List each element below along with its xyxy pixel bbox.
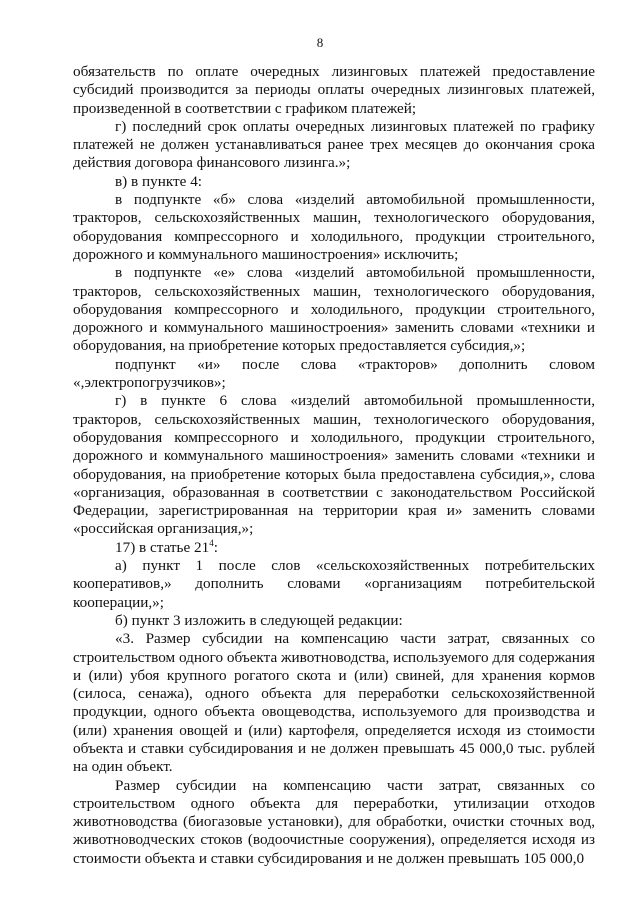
document-body xyxy=(73,63,595,868)
paragraph-text: 17) в статье 21 xyxy=(115,538,210,556)
superscript: 4 xyxy=(209,537,214,548)
paragraph: в подпункте «е» слова «изделий автомобильной промышленности, тракторов, сельскохозяйственных машин, технологического оборудования, оборудования компрессорного и холодильного, продукции строительного, дорожного и коммунального машиностроения» заменить словами «техники и оборудования, на приобретение которых предоставляется субсидия,»; xyxy=(73,264,595,355)
paragraph: г) в пункте 6 слова «изделий автомобильной промышленности, тракторов, сельскохозяйственных машин, технологического оборудования, оборудования компрессорного и холодильного, продукции строительного, дорожного и коммунального машиностроения» заменить словами «техники и оборудования, на приобретение которых была предоставлена субсидия,», слова «организация, образованная в соответствии с законодательством Российской Федерации, зарегистрированная на территории края и» заменить словами «российская организация,»; xyxy=(73,392,595,538)
page-number: 8 xyxy=(316,35,324,50)
paragraph-article-heading xyxy=(73,539,595,557)
paragraph: а) пункт 1 после слов «сельскохозяйственных потребительских кооперативов,» дополнить словами «организациям потребительской кооперации,»; xyxy=(73,557,595,611)
paragraph: г) последний срок оплаты очередных лизинговых платежей по графику платежей не должен устанавливаться ранее трех месяцев до окончания срока действия договора финансового лизинга.»; xyxy=(73,117,595,172)
paragraph: подпункт «и» после слова «тракторов» дополнить словом «,электропогрузчиков»; xyxy=(73,355,595,392)
paragraph: в подпункте «б» слова «изделий автомобильной промышленности, тракторов, сельскохозяйственных машин, технологического оборудования, оборудования компрессорного и холодильного, продукции строительного, дорожного и коммунального машиностроения» исключить; xyxy=(73,191,595,263)
paragraph: в) в пункте 4: xyxy=(115,172,203,190)
paragraph: обязательств по оплате очередных лизинговых платежей предоставление субсидий производится за периоды оплаты очередных лизинговых платежей, произведенной в соответствии с графиком платежей; xyxy=(73,63,595,117)
paragraph-suffix: : xyxy=(213,538,218,556)
paragraph: «3. Размер субсидии на компенсацию части затрат, связанных со строительством одного объекта животноводства, используемого для содержания и (или) убоя крупного рогатого скота и (или) свиней, для хранения кормов (силоса, сенажа), одного объекта для переработки сельскохозяйственной продукции, одного объекта овощеводства, используемого для производства и (или) хранения овощей и (или) картофеля, определяется исходя из стоимости объекта и ставки субсидирования и не должен превышать 45 000,0 тыс. рублей на один объект. xyxy=(73,630,595,776)
paragraph: б) пункт 3 изложить в следующей редакции: xyxy=(115,611,403,629)
paragraph: Размер субсидии на компенсацию части затрат, связанных со строительством одного объекта для переработки, утилизации отходов животноводства (биогазовые установки), для обработки, очистки сточных вод, животноводческих стоков (водоочистные сооружения), определяется исходя из стоимости объекта и ставки субсидирования и не должен превышать 105 000,0 xyxy=(73,776,595,867)
